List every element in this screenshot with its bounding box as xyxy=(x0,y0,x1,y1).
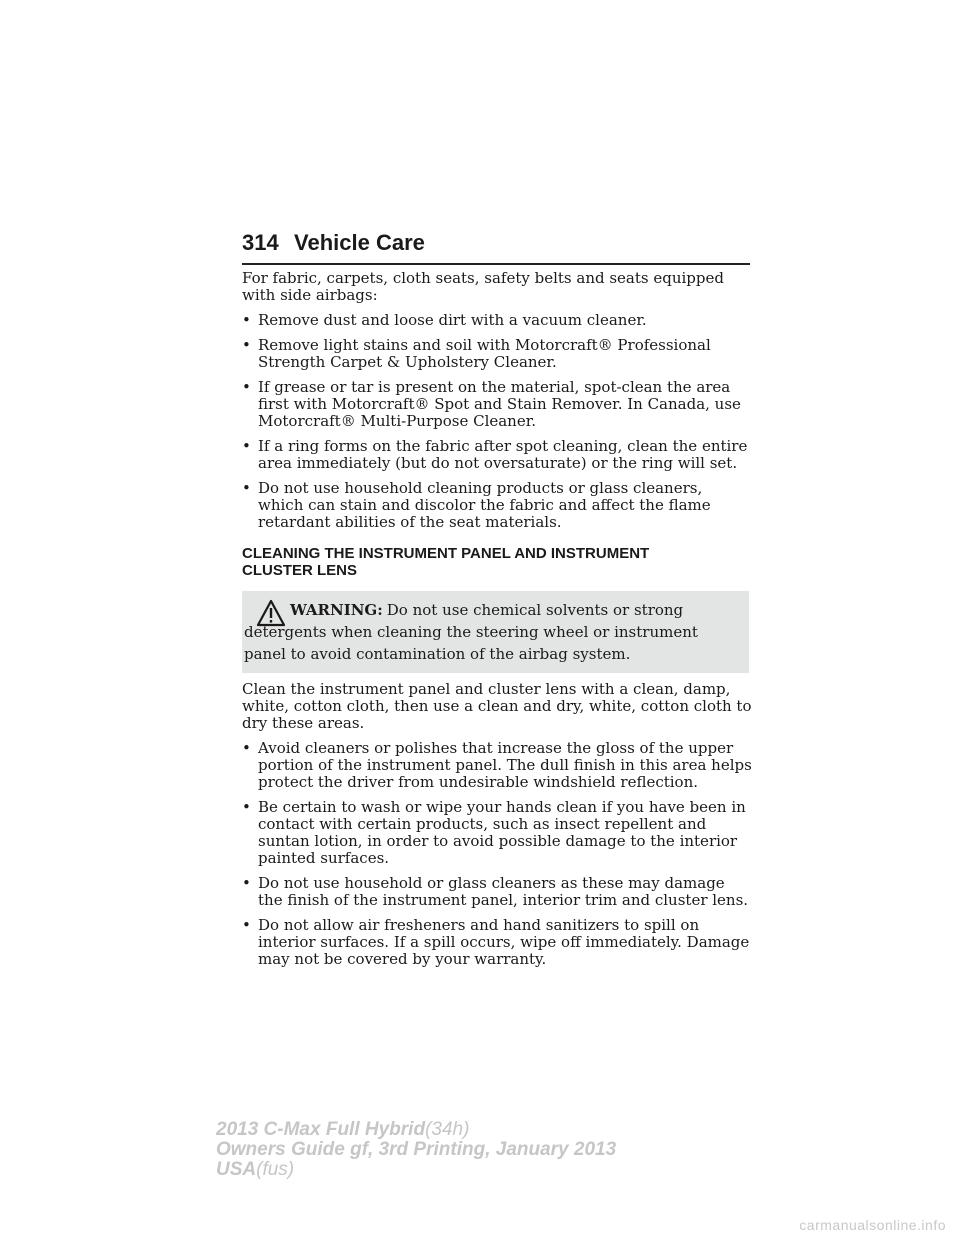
footer-line-printing: Owners Guide gf, 3rd Printing, January 2013 xyxy=(216,1139,617,1160)
list-item-text: Be certain to wash or wipe your hands clean if you have been in contact with certain products, such as insect repellent and suntan lotion, in order to avoid possible damage to the interior painted surfaces. xyxy=(258,798,746,867)
document-footer xyxy=(216,1120,616,1180)
footer-line-market xyxy=(216,1160,616,1180)
footer-model: 2013 C-Max Full Hybrid xyxy=(216,1119,426,1140)
section-heading: CLEANING THE INSTRUMENT PANEL AND INSTRUMENT CLUSTER LENS xyxy=(242,545,650,579)
list-item-text: Remove dust and loose dirt with a vacuum cleaner. xyxy=(258,311,647,329)
list-item xyxy=(242,799,752,867)
list-item xyxy=(242,379,752,430)
bullet-icon: • xyxy=(242,916,251,934)
panel-paragraph: Clean the instrument panel and cluster lens with a clean, damp, white, cotton cloth, then use a clean and dry, white, cotton cloth to dry these areas. xyxy=(242,680,752,732)
list-item-text: Do not use household or glass cleaners as these may damage the finish of the instrument panel, interior trim and cluster lens. xyxy=(258,874,749,909)
list-item-text: Avoid cleaners or polishes that increase the gloss of the upper portion of the instrument panel. The dull finish in this area helps protect the driver from undesirable windshield reflection. xyxy=(258,739,752,791)
page-number: 314 xyxy=(242,230,279,255)
bullet-icon: • xyxy=(242,311,251,329)
footer-line-model xyxy=(216,1120,616,1140)
watermark: carmanualsonline.info xyxy=(799,1217,946,1233)
page-header xyxy=(242,227,750,265)
footer-model-code: (34h) xyxy=(425,1119,470,1140)
list-item xyxy=(242,337,752,371)
bullet-icon: • xyxy=(242,336,251,354)
list-item xyxy=(242,917,752,968)
page-content xyxy=(242,270,752,976)
list-item-text: Remove light stains and soil with Motorcraft® Professional Strength Carpet & Upholstery Cleaner. xyxy=(258,336,711,371)
bullet-icon: • xyxy=(242,739,251,757)
bullet-icon: • xyxy=(242,798,251,816)
warning-label: WARNING: xyxy=(290,601,383,619)
warning-body: Do not use chemical solvents or strong detergents when cleaning the steering wheel or instrument panel to avoid contamination of the airbag system. xyxy=(244,601,698,663)
list-item-text: Do not use household cleaning products or glass cleaners, which can stain and discolor the fabric and affect the flame retardant abilities of the seat materials. xyxy=(258,479,711,531)
list-item-text: If grease or tar is present on the material, spot-clean the area first with Motorcraft® Spot and Stain Remover. In Canada, use Motorcraft® Multi-Purpose Cleaner. xyxy=(258,378,741,430)
intro-paragraph: For fabric, carpets, cloth seats, safety belts and seats equipped with side airbags: xyxy=(242,269,724,304)
warning-text xyxy=(242,599,739,665)
footer-market-code: (fus) xyxy=(256,1159,295,1180)
list-item xyxy=(242,480,752,531)
list-item xyxy=(242,312,752,329)
bullet-icon: • xyxy=(242,874,251,892)
list-item xyxy=(242,438,752,472)
warning-triangle-icon xyxy=(256,599,286,627)
list-item xyxy=(242,740,752,791)
list-item-text: If a ring forms on the fabric after spot cleaning, clean the entire area immediately (but do not oversaturate) or the ring will set. xyxy=(258,437,748,472)
warning-box xyxy=(242,591,749,673)
footer-market: USA xyxy=(216,1159,257,1180)
bullet-icon: • xyxy=(242,437,251,455)
bullet-icon: • xyxy=(242,479,251,497)
list-item-text: Do not allow air fresheners and hand sanitizers to spill on interior surfaces. If a spill occurs, wipe off immediately. Damage may not be covered by your warranty. xyxy=(258,916,750,968)
section-title: Vehicle Care xyxy=(294,230,425,255)
list-item xyxy=(242,875,752,909)
bullet-icon: • xyxy=(242,378,251,396)
